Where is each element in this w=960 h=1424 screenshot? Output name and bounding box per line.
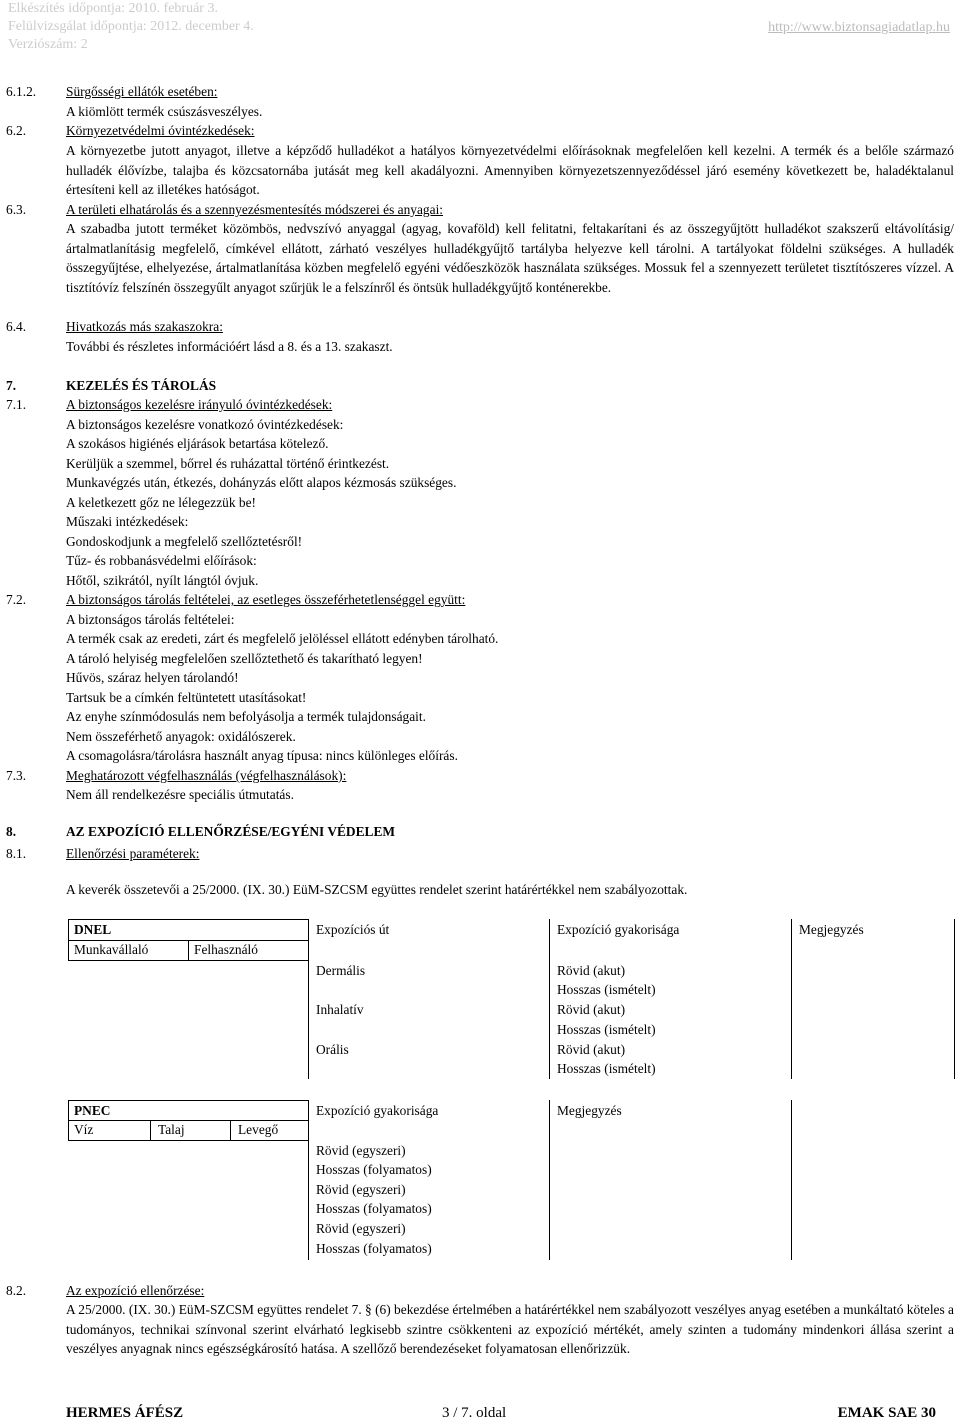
chapter-number: 8. — [6, 824, 17, 839]
text-line: A kiömlött termék csúszásveszélyes. — [66, 104, 263, 119]
paragraph: A környezetbe jutott anyagot, illetve a képződő hulladékot a hatályos környezetvédelmi előírásoknak megfelelően kell kezelni. A termék és a belőle származó hulladék élővízbe, talajba és közcsatornába jutását meg kell akadályozni. Amennyiben környezetszennyeződéssel járó esemény következett be, haladéktalanul értesíteni kell az illetékes hatóságot. — [66, 143, 954, 197]
text-line: A biztonságos kezelésre vonatkozó óvintézkedések: — [66, 417, 344, 432]
user-header: Felhasználó — [194, 942, 258, 957]
frequency-cell: Rövid (akut) — [557, 1002, 626, 1017]
air-header: Levegő — [238, 1122, 279, 1137]
section-title: Meghatározott végfelhasználás (végfelhasználások): — [66, 768, 347, 783]
text-line: Hőtől, szikrától, nyílt lángtól óvjuk. — [66, 573, 259, 588]
text-line: Tartsuk be a címkén feltüntetett utasításokat! — [66, 690, 307, 705]
table-rule — [150, 1120, 151, 1140]
section-title: A biztonságos kezelésre irányuló óvintézkedések: — [66, 397, 333, 412]
section-number: 6.4. — [6, 319, 27, 334]
text-line: A csomagolásra/tárolásra használt anyag típusa: nincs különleges előírás. — [66, 748, 458, 763]
revised-date: Felülvizsgálat időpontja: 2012. december 4. — [8, 19, 254, 34]
frequency-cell: Hosszas (folyamatos) — [316, 1201, 432, 1216]
worker-header: Munkavállaló — [74, 942, 149, 957]
frequency-cell: Hosszas (ismételt) — [557, 1022, 656, 1037]
table-rule — [308, 1100, 309, 1260]
text-line: A termék csak az eredeti, zárt és megfelelő jelöléssel ellátott edényben tárolható. — [66, 631, 499, 646]
text-line: Műszaki intézkedések: — [66, 514, 189, 529]
frequency-cell: Rövid (egyszeri) — [316, 1221, 406, 1236]
paragraph: A szabadba jutott terméket közömbös, nedvszívó anyaggal (agyag, kovaföld) kell felitatni, feltakarítani és az összegyűjtött hulladékot szakszerű eltávolításig/ártalmatlanításig megfelelő, címkével ellátott, zárható veszélyes hulladékgyűjtő tartályba helyezve kell tárolni. A tartályokat földelni szükséges. A hulladék összegyűjtése, elhelyezése, ártalmatlanítása közben megfelelő egyéni védőeszközök használata szükséges. Mossuk fel a szennyezett területet tisztítószeres vízzel. A tisztítóvíz felszínén összegyűlt anyagot szűrjük le a felszínről és öntsük hulladékgyűjtő konténerekbe. — [66, 221, 954, 295]
text-line: Gondoskodjunk a megfelelő szellőztetésről! — [66, 534, 303, 549]
section-number: 7.3. — [6, 768, 27, 783]
table-rule — [791, 1100, 792, 1260]
section-number: 8.2. — [6, 1283, 27, 1298]
frequency-cell: Hosszas (folyamatos) — [316, 1162, 432, 1177]
text-line: Nem áll rendelkezésre speciális útmutatás. — [66, 787, 294, 802]
text-line: További és részletes információért lásd a 8. és a 13. szakaszt. — [66, 339, 393, 354]
section-number: 8.1. — [6, 846, 27, 861]
text-line: A keletkezett gőz ne lélegezzük be! — [66, 495, 256, 510]
section-number: 6.1.2. — [6, 84, 37, 99]
text-line: A tároló helyiség megfelelően szellőztethető és takarítható legyen! — [66, 651, 423, 666]
route-cell: Orális — [316, 1042, 349, 1057]
chapter-title: AZ EXPOZÍCIÓ ELLENŐRZÉSE/EGYÉNI VÉDELEM — [66, 824, 396, 839]
website-link[interactable]: http://www.biztonsagiadatlap.hu — [768, 20, 950, 35]
section-title: Sürgősségi ellátók esetében: — [66, 84, 218, 99]
text-line: Hűvös, száraz helyen tárolandó! — [66, 670, 239, 685]
frequency-cell: Hosszas (ismételt) — [557, 1061, 656, 1076]
frequency-cell: Hosszas (folyamatos) — [316, 1241, 432, 1256]
frequency-cell: Rövid (akut) — [557, 963, 626, 978]
section-number: 7.1. — [6, 397, 27, 412]
table-rule — [549, 919, 550, 1079]
note-header: Megjegyzés — [799, 922, 864, 937]
section-title: Ellenőrzési paraméterek: — [66, 846, 200, 861]
route-header: Expozíciós út — [316, 922, 390, 937]
text-line: Nem összeférhető anyagok: oxidálószerek. — [66, 729, 296, 744]
section-title: A biztonságos tárolás feltételei, az esetleges összeférhetetlenséggel együtt: — [66, 592, 466, 607]
pnec-header: PNEC — [74, 1103, 111, 1118]
page-header — [0, 0, 960, 58]
water-header: Víz — [74, 1122, 94, 1137]
frequency-cell: Hosszas (ismételt) — [557, 982, 656, 997]
table-rule — [549, 1100, 550, 1260]
table-rule — [68, 1140, 309, 1141]
frequency-cell: Rövid (egyszeri) — [316, 1143, 406, 1158]
section-title: Hivatkozás más szakaszokra: — [66, 319, 223, 334]
section-title: A területi elhatárolás és a szennyezésmentesítés módszerei és anyagai: — [66, 202, 444, 217]
footer-company: HERMES ÁFÉSZ — [66, 1405, 184, 1421]
section-number: 6.2. — [6, 123, 27, 138]
route-cell: Dermális — [316, 963, 366, 978]
text-line: A keverék összetevői a 25/2000. (IX. 30.) EüM-SZCSM együttes rendelet szerint határértékkel nem szabályozottak. — [66, 882, 688, 897]
table-rule — [68, 919, 69, 960]
frequency-cell: Rövid (akut) — [557, 1042, 626, 1057]
table-rule — [954, 919, 955, 1079]
table-rule — [791, 919, 792, 1079]
text-line: Tűz- és robbanásvédelmi előírások: — [66, 553, 257, 568]
paragraph: A 25/2000. (IX. 30.) EüM-SZCSM együttes rendelet 7. § (6) bekezdése értelmében a határértékkel nem szabályozott veszélyes anyag esetében a munkáltató köteles a tudományos, technikai színvonal szerint elvárható legkisebb szintre csökkenteni az expozíció mértékét, amely szinten a tudomány mindenkori állása szerint a veszélyes anyagnak nincs egészségkárosító hatása. A szellőző berendezéseket folyamatosan ellenőrizzük. — [66, 1302, 954, 1356]
route-cell: Inhalatív — [316, 1002, 364, 1017]
version-number: Verziószám: 2 — [8, 37, 88, 52]
text-line: A szokásos higiénés eljárások betartása kötelező. — [66, 436, 329, 451]
section-title: Környezetvédelmi óvintézkedések: — [66, 123, 255, 138]
footer-page-number: 3 / 7. oldal — [442, 1405, 507, 1421]
footer-product: EMAK SAE 30 — [837, 1405, 936, 1421]
text-line: Munkavégzés után, étkezés, dohányzás előtt alapos kézmosás szükséges. — [66, 475, 457, 490]
dnel-header: DNEL — [74, 922, 112, 937]
text-line: Az enyhe színmódosulás nem befolyásolja a termék tulajdonságait. — [66, 709, 426, 724]
frequency-cell: Rövid (egyszeri) — [316, 1182, 406, 1197]
table-rule — [308, 919, 309, 1079]
section-number: 6.3. — [6, 202, 27, 217]
frequency-header: Expozíció gyakorisága — [557, 922, 680, 937]
created-date: Elkészítés időpontja: 2010. február 3. — [8, 1, 218, 16]
table-rule — [230, 1120, 231, 1140]
text-line: Kerüljük a szemmel, bőrrel és ruházattal történő érintkezést. — [66, 456, 390, 471]
table-rule — [68, 1100, 69, 1140]
soil-header: Talaj — [158, 1122, 185, 1137]
note-header: Megjegyzés — [557, 1103, 622, 1118]
section-title: Az expozíció ellenőrzése: — [66, 1283, 205, 1298]
frequency-header: Expozíció gyakorisága — [316, 1103, 439, 1118]
section-number: 7.2. — [6, 592, 27, 607]
text-line: A biztonságos tárolás feltételei: — [66, 612, 235, 627]
chapter-title: KEZELÉS ÉS TÁROLÁS — [66, 378, 217, 393]
table-rule — [188, 940, 189, 960]
chapter-number: 7. — [6, 378, 17, 393]
table-rule — [68, 960, 309, 961]
